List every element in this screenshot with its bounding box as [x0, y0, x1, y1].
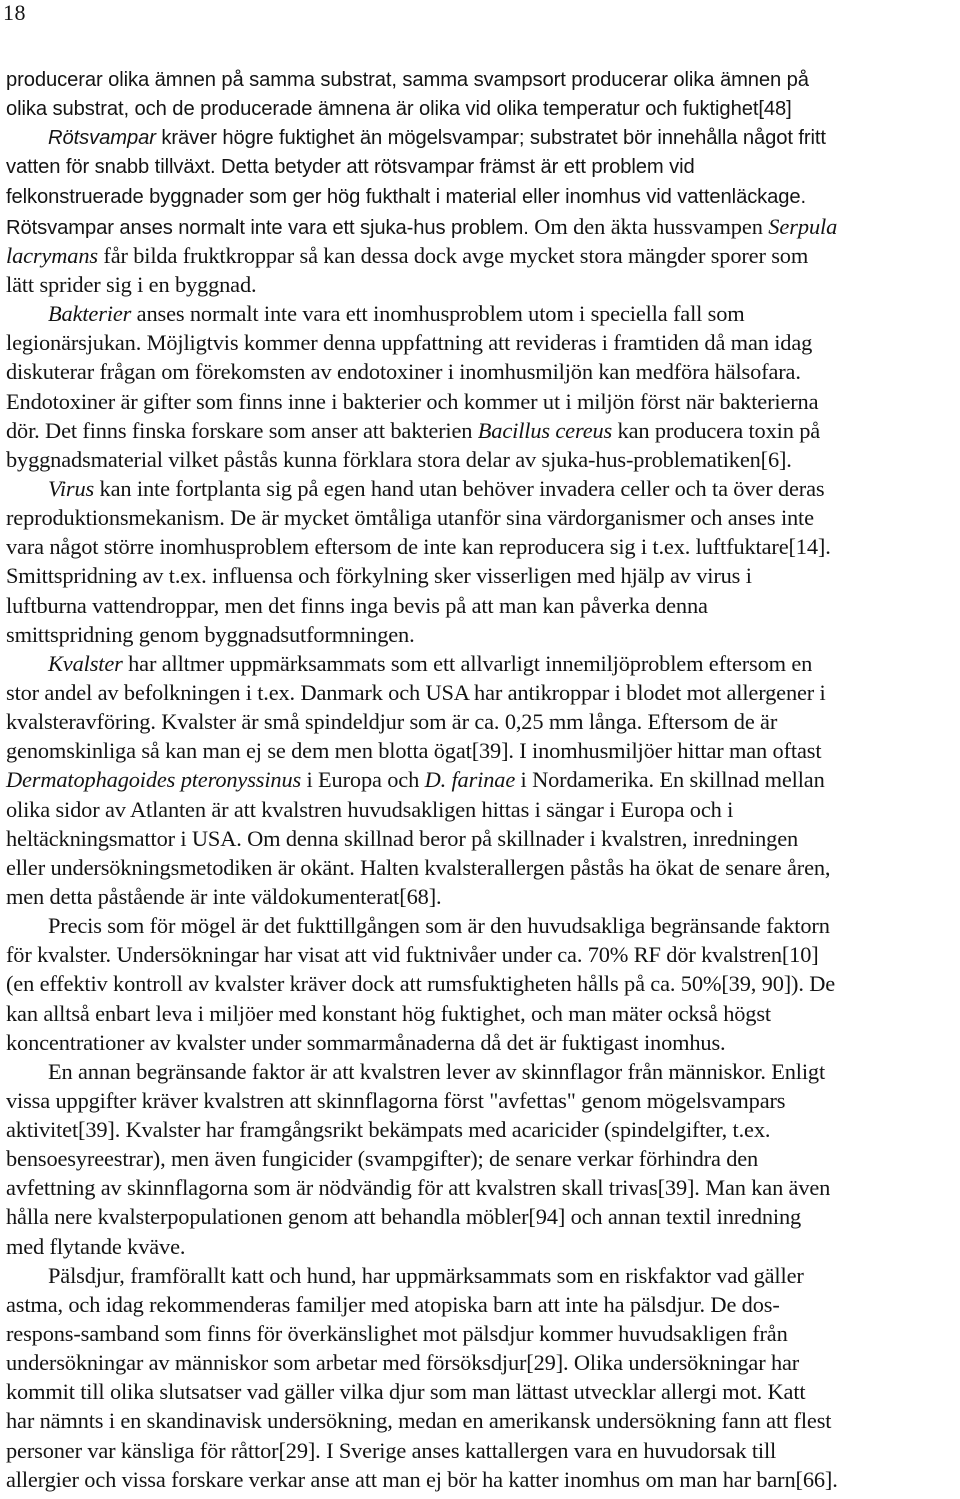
text-line	[6, 66, 956, 95]
text-line	[6, 999, 956, 1028]
text-segment: vatten för snabb tillväxt. Detta betyder att rötsvampar främst är ett problem vid	[6, 156, 695, 179]
text-line	[6, 183, 956, 212]
text-line	[6, 853, 956, 882]
italic-term: Rötsvampar	[48, 127, 156, 150]
text-segment: (en effektiv kontroll av kvalster kräver dock att rumsfuktigheten hålls på ca. 50%[39, 90]). De	[6, 971, 836, 997]
italic-term: Kvalster	[48, 650, 123, 676]
text-segment: lätt sprider sig i en byggnad.	[6, 271, 257, 297]
text-segment: anses normalt inte vara ett inomhusproblem utom i speciella fall som	[131, 301, 745, 327]
text-segment: undersökningar av människor som arbetar med försöksdjur[29]. Olika undersökningar har	[6, 1350, 800, 1376]
body-text	[6, 66, 956, 1494]
italic-term: Bacillus cereus	[477, 417, 613, 443]
italic-term: Virus	[48, 475, 95, 501]
text-line	[6, 1436, 956, 1465]
italic-term: Serpula	[768, 213, 838, 239]
text-line	[6, 1144, 956, 1173]
text-line	[6, 1232, 956, 1261]
text-segment: kan producera toxin på	[612, 417, 821, 443]
text-line	[6, 241, 956, 270]
text-segment: olika sidor av Atlanten är att kvalstren huvudsakligen hittas i sängar i Europa och i	[6, 796, 734, 822]
text-line	[6, 561, 956, 590]
text-segment: avfettning av skinnflagorna som är nödvändig för att kvalstren skall trivas[39]. Man kan även	[6, 1175, 831, 1201]
text-segment: En annan begränsande faktor är att kvalstren lever av skinnflagor från människor. Enligt	[48, 1058, 826, 1084]
text-line	[6, 1202, 956, 1231]
text-segment: men detta påstående är inte väldokumenterat[68].	[6, 883, 442, 909]
text-segment: kräver högre fuktighet än mögelsvampar; substratet bör innehålla något fritt	[155, 127, 826, 150]
text-line	[6, 1173, 956, 1202]
text-line	[6, 416, 956, 445]
text-line	[6, 532, 956, 561]
page-number: 18	[3, 0, 26, 25]
text-segment: aktivitet[39]. Kvalster har framgångsrikt bekämpats med acaricider (spindelgifter, t.ex.	[6, 1117, 771, 1143]
text-segment: för kvalster. Undersökningar har visat att vid fuktnivåer under ca. 70% RF dör kvalstren[10]	[6, 942, 819, 968]
text-segment: legionärsjukan. Möjligtvis kommer denna uppfattning att revideras i framtiden då man idag	[6, 330, 813, 356]
italic-term: Dermatophagoides pteronyssinus	[6, 767, 302, 793]
text-segment: får bilda fruktkroppar så kan dessa dock avge mycket stora mängder sporer som	[97, 242, 809, 268]
text-line	[6, 1377, 956, 1406]
text-line	[6, 328, 956, 357]
text-line	[6, 969, 956, 998]
text-segment: astma, och idag rekommenderas familjer med atopiska barn att inte ha pälsdjur. De dos-	[6, 1291, 780, 1317]
text-segment: diskuterar frågan om förekomsten av endotoxiner i inomhusmiljön kan medföra hälsofara.	[6, 359, 801, 385]
text-segment: kan alltså enbart leva i miljöer med konstant hög fuktighet, och man mäter också högst	[6, 1000, 771, 1026]
text-line	[6, 503, 956, 532]
text-line	[6, 795, 956, 824]
text-segment: i Europa och	[301, 767, 425, 793]
text-segment: hålla nere kvalsterpopulationen genom att behandla möbler[94] och annan textil inredning	[6, 1204, 802, 1230]
text-line	[6, 649, 956, 678]
italic-term: lacrymans	[6, 242, 98, 268]
text-line	[6, 270, 956, 299]
text-segment: olika substrat, och de producerade ämnena är olika vid olika temperatur och fuktighet[48]	[6, 98, 792, 121]
text-segment: kan inte fortplanta sig på egen hand utan behöver invadera celler och ta över deras	[94, 475, 825, 501]
text-line	[6, 707, 956, 736]
text-segment: bensoesyreestrar), men även fungicider (svampgifter); de senare verkar förhindra den	[6, 1146, 759, 1172]
text-line	[6, 1406, 956, 1435]
text-segment: kommit till olika slutsatser vad gäller vilka djur som man lättast utvecklar allergi mot. Katt	[6, 1379, 806, 1405]
text-line	[6, 736, 956, 765]
text-line	[6, 1028, 956, 1057]
text-line	[6, 678, 956, 707]
text-line	[6, 765, 956, 794]
text-line	[6, 882, 956, 911]
text-line	[6, 299, 956, 328]
text-segment: allergier och vissa forskare verkar anse att man ej bör ha katter inomhus om man har barn[66].	[6, 1466, 838, 1492]
text-segment: koncentrationer av kvalster under sommarmånaderna då det är fuktigast inomhus.	[6, 1029, 726, 1055]
italic-term: D. farinae	[424, 767, 516, 793]
text-line	[6, 620, 956, 649]
text-segment: byggnadsmaterial vilket påstås kunna förklara stora delar av sjuka-hus-problematiken[6].	[6, 446, 792, 472]
text-segment: har alltmer uppmärksammats som ett allvarligt innemiljöproblem eftersom en	[122, 650, 813, 676]
text-segment: reproduktionsmekanism. De är mycket ömtåliga utanför sina värdorganismer och anses inte	[6, 505, 814, 531]
text-segment: genomskinliga så kan man ej se dem men blotta ögat[39]. I inomhusmiljöer hittar man oftast	[6, 738, 822, 764]
text-line	[6, 387, 956, 416]
text-segment: Om den äkta hussvampen	[534, 213, 769, 239]
text-segment: felkonstruerade byggnader som ger hög fukthalt i material eller inomhus vid vattenläckage.	[6, 185, 807, 208]
text-segment: luftburna vattendroppar, men det finns inga bevis på att man kan påverka denna	[6, 592, 708, 618]
text-segment: personer var känsliga för råttor[29]. I Sverige anses kattallergen vara en huvudorsak till	[6, 1437, 777, 1463]
text-segment: har nämnts i en skandinavisk undersökning, medan en amerikansk undersökning fann att flest	[6, 1408, 832, 1434]
text-segment: i Nordamerika. En skillnad mellan	[515, 767, 825, 793]
text-segment: Pälsdjur, framförallt katt och hund, har uppmärksammats som en riskfaktor vad gäller	[48, 1262, 804, 1288]
text-line	[6, 124, 956, 153]
text-line	[6, 1465, 956, 1494]
text-line	[6, 95, 956, 124]
text-line	[6, 1261, 956, 1290]
text-segment: Endotoxiner är gifter som finns inne i bakterier och kommer ut i miljön först när bakterierna	[6, 388, 819, 414]
text-line	[6, 153, 956, 182]
text-line	[6, 824, 956, 853]
text-line	[6, 1086, 956, 1115]
text-segment: Precis som för mögel är det fukttillgången som är den huvudsakliga begränsande faktorn	[48, 913, 830, 939]
text-segment: med flytande kväve.	[6, 1233, 186, 1259]
text-segment: stor andel av befolkningen i t.ex. Danmark och USA har antikroppar i blodet mot allergener i	[6, 679, 826, 705]
text-segment: smittspridning genom byggnadsutformningen.	[6, 621, 415, 647]
text-segment: vissa uppgifter kräver kvalstren att skinnflagorna först "avfettas" genom mögelsvampars	[6, 1087, 786, 1113]
text-segment: producerar olika ämnen på samma substrat, samma svampsort producerar olika ämnen på	[6, 69, 809, 91]
italic-term: Bakterier	[48, 301, 132, 327]
text-line	[6, 445, 956, 474]
text-segment: Smittspridning av t.ex. influensa och förkylning sker visserligen med hjälp av virus i	[6, 563, 752, 589]
text-segment: respons-samband som finns för överkänslighet mot pälsdjur kommer huvudsakligen från	[6, 1321, 788, 1347]
text-line	[6, 212, 956, 241]
text-line	[6, 591, 956, 620]
text-line	[6, 940, 956, 969]
text-segment: Rötsvampar anses normalt inte vara ett sjuka-hus problem.	[6, 216, 535, 239]
text-line	[6, 1348, 956, 1377]
text-segment: eller undersökningsmetodiken är okänt. Halten kvalsterallergen påstås ha ökat de senare åren,	[6, 854, 831, 880]
text-line	[6, 1290, 956, 1319]
text-line	[6, 357, 956, 386]
text-line	[6, 911, 956, 940]
text-line	[6, 1319, 956, 1348]
text-segment: kvalsteravföring. Kvalster är små spindeldjur som är ca. 0,25 mm långa. Eftersom de är	[6, 709, 778, 735]
text-line	[6, 474, 956, 503]
text-segment: dör. Det finns finska forskare som anser att bakterien	[6, 417, 478, 443]
text-segment: heltäckningsmattor i USA. Om denna skillnad beror på skillnader i kvalstren, inredningen	[6, 825, 799, 851]
text-line	[6, 1115, 956, 1144]
text-segment: vara något större inomhusproblem eftersom de inte kan reproducera sig i t.ex. luftfuktare[14].	[6, 534, 831, 560]
text-line	[6, 1057, 956, 1086]
